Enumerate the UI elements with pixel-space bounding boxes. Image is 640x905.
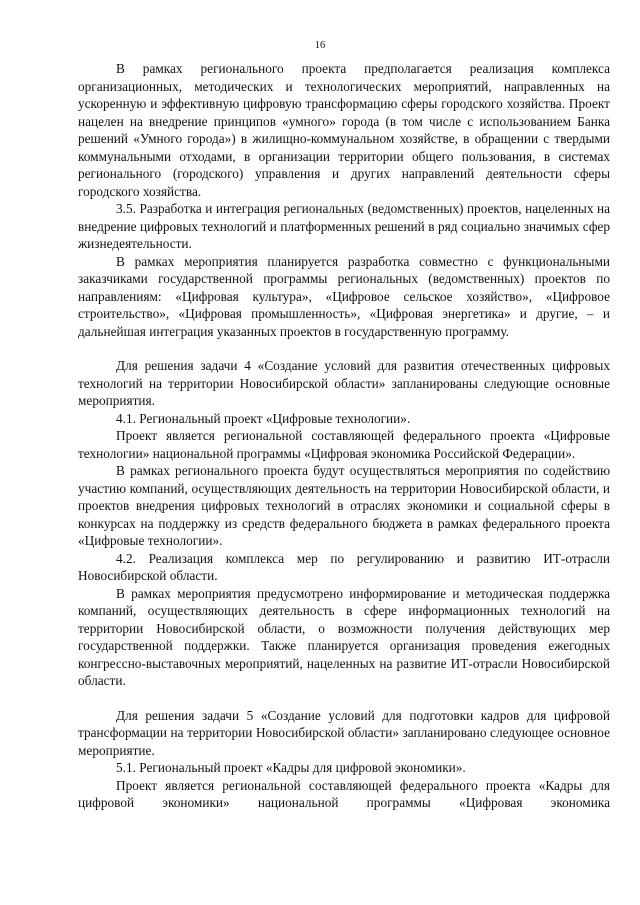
paragraph-spacer [78,690,610,707]
paragraph: 5.1. Региональный проект «Кадры для цифровой экономики». [116,760,466,775]
paragraph: 3.5. Разработка и интеграция региональных (ведомственных) проектов, нацеленных на внедрение цифровых технологий и платформенных решений в ряд социально значимых сфер жизнедеятельности. [78,201,610,251]
paragraph: В рамках мероприятия предусмотрено информирование и методическая поддержка компаний, осуществляющих деятельность в сфере информационных технологий на территории Новосибирской области, о возможности получения действующих мер государственной поддержки. Также планируется организация проведения ежегодных конгрессно-выставочных мероприятий, нацеленных на развитие ИТ-отрасли Новосибирской области. [78,585,610,688]
paragraph: 4.1. Региональный проект «Цифровые технологии». [116,410,411,426]
paragraph: 4.2. Реализация комплекса мер по регулированию и развитию ИТ-отрасли Новосибирской области. [78,550,610,583]
paragraph: В рамках мероприятия планируется разработка совместно с функциональными заказчиками государственной программы региональных (ведомственных) проектов по направлениям: «Цифровая культура», «Цифровое сельское хозяйство», «Цифровое строительство», «Цифровая промышленность», «Цифровая энергетика» и другие, – и дальнейшая интеграция указанных проектов в государственную программу. [78,253,610,339]
body-text [78,60,610,812]
paragraph: Проект является региональной составляющей федерального проекта «Кадры для цифровой экономики» национальной программы «Цифровая экономика [78,777,610,810]
page-number: 16 [314,40,326,51]
paragraph-spacer [78,340,610,357]
paragraph: Для решения задачи 5 «Создание условий для подготовки кадров для цифровой трансформации на территории Новосибирской области» запланировано следующее основное мероприятие. [78,707,610,758]
paragraph: В рамках регионального проекта будут осуществляться мероприятия по содействию участию компаний, осуществляющих деятельность на территории Новосибирской области, и проектов внедрения цифровых технологий в отраслях экономики и социальной сферы в конкурсах на поддержку из средств федерального бюджета в рамках федерального проекта «Цифровые технологии». [78,463,610,548]
paragraph: Проект является региональной составляющей федерального проекта «Цифровые технологии» национальной программы «Цифровая экономика Российской Федерации». [78,428,610,461]
paragraph: В рамках регионального проекта предполагается реализация комплекса организационных, методических и технологических мероприятий, направленных на ускоренную и эффективную цифровую трансформацию сферы городского хозяйства. Проект нацелен на внедрение принципов «умного» города (в том числе с использованием Банка решений «Умного города») в жилищно-коммунальном хозяйстве, в обращении с твердыми коммунальными отходами, в организации территории общего пользования, в системах регионального (городского) управления и других направлений деятельности сферы городского хозяйства. [78,61,610,199]
paragraph: Для решения задачи 4 «Создание условий для развития отечественных цифровых технологий на территории Новосибирской области» запланированы следующие основные мероприятия. [78,358,610,408]
